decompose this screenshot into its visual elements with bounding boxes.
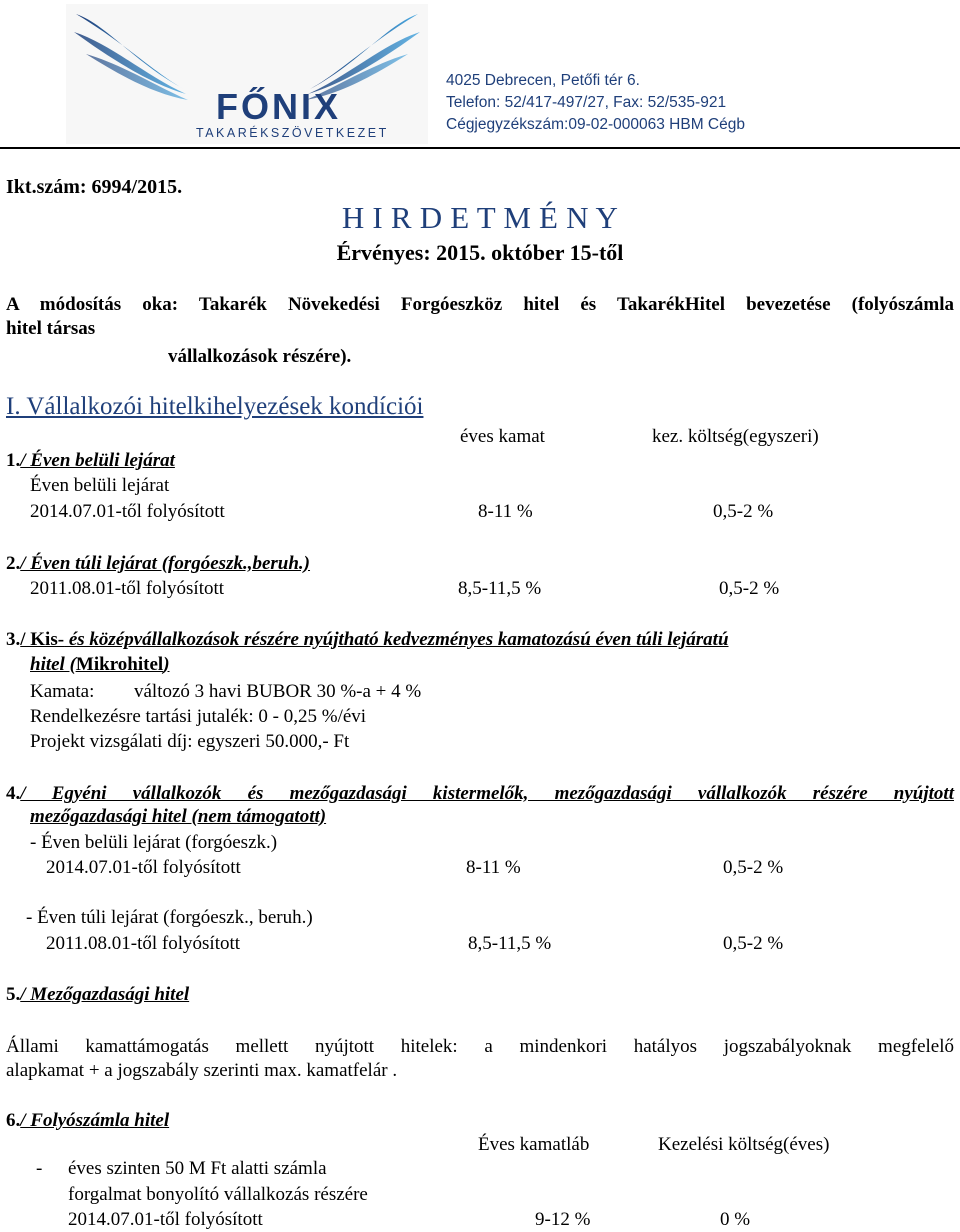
item3-heading-line2 bbox=[30, 654, 170, 676]
item4-row2-fee: 0,5-2 % bbox=[723, 933, 784, 954]
item5-text-line1: Állami kamattámogatás mellett nyújtott hitelek: a mindenkori hatályos jogszabályoknak megfelelő bbox=[6, 1036, 954, 1057]
item6-dash: - bbox=[36, 1158, 43, 1179]
item4-row2-label: 2011.08.01-től folyósított bbox=[46, 933, 241, 954]
item4-row2-rate: 8,5-11,5 % bbox=[468, 933, 552, 954]
logo-name: FŐNIX bbox=[216, 86, 342, 127]
item2-row-label: 2011.08.01-től folyósított bbox=[30, 578, 225, 599]
item2-fee: 0,5-2 % bbox=[719, 578, 780, 599]
item6-column-fee: Kezelési költség(éves) bbox=[658, 1134, 830, 1155]
item4-number: 4. bbox=[6, 783, 21, 804]
item6-desc-line2: forgalmat bonyolító vállalkozás részére bbox=[68, 1184, 368, 1205]
item1-row-label: 2014.07.01-től folyósított bbox=[30, 501, 225, 522]
item5-number: 5. bbox=[6, 984, 21, 1005]
header-registry: Cégjegyzékszám:09-02-000063 HBM Cégb bbox=[446, 116, 745, 133]
item4-title-line1: / Egyéni vállalkozók és mezőgazdasági kistermelők, mezőgazdasági vállalkozók részére nyújtott bbox=[20, 783, 954, 804]
item3-commitment-fee: Rendelkezésre tartási jutalék: 0 - 0,25 %/évi bbox=[30, 706, 367, 727]
item6-title: / Folyószámla hitel bbox=[20, 1110, 170, 1131]
validity-date: Érvényes: 2015. október 15-től bbox=[336, 240, 624, 265]
reason-line-2: hitel társas bbox=[6, 318, 96, 339]
column-header-fee: kez. költség(egyszeri) bbox=[652, 426, 819, 447]
item5-text-line2: alapkamat + a jogszabály szerinti max. kamatfelár . bbox=[6, 1060, 398, 1081]
item5-heading bbox=[6, 984, 189, 1006]
item6-rate: 9-12 % bbox=[535, 1209, 591, 1230]
item3-title-line2-b: Mikrohitel bbox=[75, 654, 164, 675]
item3-title-line2-a: hitel ( bbox=[30, 654, 76, 675]
item4-heading bbox=[6, 781, 954, 807]
item3-project-fee: Projekt vizsgálati díj: egyszeri 50.000,- Ft bbox=[30, 731, 350, 752]
item6-fee: 0 % bbox=[720, 1209, 751, 1230]
column-header-rate: éves kamat bbox=[460, 426, 545, 447]
logo bbox=[66, 4, 428, 144]
item5-title: / Mezőgazdasági hitel bbox=[20, 984, 190, 1005]
item3-title-rest: és középvállalkozások részére nyújtható kedvezményes kamatozású éven túli lejáratú bbox=[64, 629, 729, 650]
item2-title: / Éven túli lejárat (forgóeszk.,beruh.) bbox=[20, 553, 311, 574]
item6-row-label: 2014.07.01-től folyósított bbox=[68, 1209, 263, 1230]
item2-heading bbox=[6, 553, 310, 575]
item4-title-line2: mezőgazdasági hitel (nem támogatott) bbox=[30, 806, 327, 827]
header-phone: Telefon: 52/417-497/27, Fax: 52/535-921 bbox=[446, 94, 727, 111]
item4-row1-fee: 0,5-2 % bbox=[723, 857, 784, 878]
item1-number: 1. bbox=[6, 450, 21, 471]
item3-heading bbox=[6, 629, 729, 651]
item1-subtitle: Éven belüli lejárat bbox=[30, 475, 170, 496]
page-title: H I R D E T M É N Y bbox=[341, 200, 619, 235]
header-divider bbox=[0, 147, 960, 149]
item1-heading bbox=[6, 450, 175, 472]
item6-desc-line1: éves szinten 50 M Ft alatti számla bbox=[68, 1158, 327, 1179]
item4-sub1: - Éven belüli lejárat (forgóeszk.) bbox=[30, 832, 278, 853]
item6-column-rate: Éves kamatláb bbox=[478, 1134, 590, 1155]
item4-sub2: - Éven túli lejárat (forgóeszk., beruh.) bbox=[26, 907, 313, 928]
item2-rate: 8,5-11,5 % bbox=[458, 578, 542, 599]
item3-title-start: / Kis- bbox=[20, 629, 65, 650]
item2-number: 2. bbox=[6, 553, 21, 574]
reference-number: Ikt.szám: 6994/2015. bbox=[6, 176, 183, 198]
item6-number: 6. bbox=[6, 1110, 21, 1131]
item4-row1-label: 2014.07.01-től folyósított bbox=[46, 857, 241, 878]
item3-number: 3. bbox=[6, 629, 21, 650]
reason-line-1: A módosítás oka: Takarék Növekedési Forgóeszköz hitel és TakarékHitel bevezetése (folyószámla bbox=[6, 294, 954, 315]
item3-rate-label: Kamata: bbox=[30, 681, 95, 702]
logo-subtitle: TAKARÉKSZÖVETKEZET bbox=[196, 126, 389, 140]
item1-fee: 0,5-2 % bbox=[713, 501, 774, 522]
item1-rate: 8-11 % bbox=[478, 501, 533, 522]
item1-title: / Éven belüli lejárat bbox=[20, 450, 175, 471]
item4-row1-rate: 8-11 % bbox=[466, 857, 521, 878]
item3-title-line2-c: ) bbox=[163, 654, 170, 675]
item3-rate-value: változó 3 havi BUBOR 30 %-a + 4 % bbox=[134, 681, 422, 702]
header-address: 4025 Debrecen, Petőfi tér 6. bbox=[446, 72, 640, 89]
item6-heading bbox=[6, 1110, 169, 1132]
reason-line-3: vállalkozások részére). bbox=[168, 346, 352, 367]
section-title: I. Vállalkozói hitelkihelyezések kondíciói bbox=[6, 393, 424, 420]
